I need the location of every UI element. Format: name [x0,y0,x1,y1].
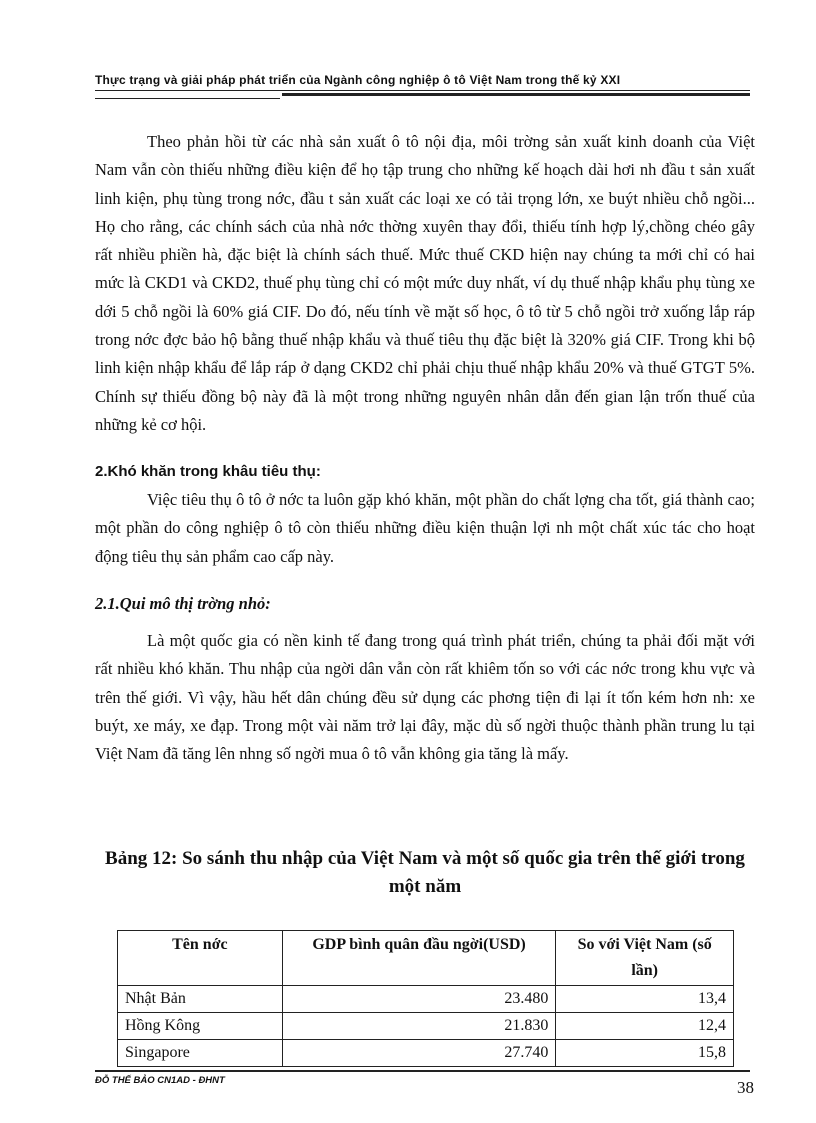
header-gdp: GDP bình quân đầu ngời(USD) [282,931,556,986]
running-header-title: Thực trạng và giải pháp phát triển của Ngành công nghiệp ô tô Việt Nam trong thế kỷ XXI [95,73,621,87]
section-heading: 2.Khó khăn trong khâu tiêu thụ: [95,463,321,480]
body-paragraph-1: Theo phản hồi từ các nhà sản xuất ô tô nội địa, môi trờng sản xuất kinh doanh của Việt Nam vẫn còn thiếu những điều kiện để họ tập trung cho những kế hoạch dài hơi nh đầu t sản xuất linh kiện, phụ tùng trong nớc, đầu t sản xuất các loại xe có tải trọng lớn, xe buýt nhiều chỗ ngồi... Họ cho rằng, các chính sách của nhà nớc thờng xuyên thay đổi, thiếu tính hợp lý,chồng chéo gây rất nhiều phiền hà, đặc biệt là chính sách thuế. Mức thuế CKD hiện nay chúng ta mới chỉ có hai mức là CKD1 và CKD2, thuế phụ tùng chỉ có một mức duy nhất, ví dụ thuế nhập khẩu phụ tùng xe dới 5 chỗ ngồi là 60% giá CIF. Do đó, nếu tính về mặt số học, ô tô từ 5 chỗ ngồi trở xuống lắp ráp trong nớc đợc bảo hộ bằng thuế nhập khẩu và thuế tiêu thụ đặc biệt là 320% giá CIF. Trong khi bộ linh kiện nhập khẩu để lắp ráp ở dạng CKD2 chỉ phải chịu thuế nhập khẩu 20% và thuế GTGT 5%. Chính sự thiếu đồng bộ này đã là một trong những nguyên nhân dẫn đến gian lận trốn thuế của những kẻ cơ hội. [95,132,755,434]
cell-ratio: 15,8 [556,1040,734,1067]
cell-gdp: 27.740 [282,1040,556,1067]
sub-heading: 2.1.Qui mô thị trờng nhỏ: [95,594,271,613]
table-row [118,986,734,1013]
table-header-row [118,931,734,986]
footer-author: ĐỖ THẾ BẢO CN1AD - ĐHNT [95,1075,225,1086]
page-number: 38 [737,1078,754,1097]
header-rule-short [95,98,280,99]
footer-rule [95,1070,750,1072]
header-country: Tên nớc [118,931,283,986]
cell-ratio: 13,4 [556,986,734,1013]
header-rule-thick [282,93,750,96]
cell-gdp: 23.480 [282,986,556,1013]
header-ratio: So với Việt Nam (số lần) [556,931,734,986]
header-rule-thin [95,90,750,91]
cell-gdp: 21.830 [282,1013,556,1040]
body-paragraph-3: Là một quốc gia có nền kinh tế đang trong quá trình phát triển, chúng ta phải đối mặt với rất nhiều khó khăn. Thu nhập của ngời dân vẫn còn rất khiêm tốn so với các nớc trong khu vực và trên thế giới. Vì vậy, hầu hết dân chúng đều sử dụng các phơng tiện đi lại ít tốn kém hơn nh: xe buýt, xe máy, xe đạp. Trong một vài năm trở lại đây, mặc dù số ngời thuộc thành phần trung lu tại Việt Nam đã tăng lên nhng số ngời mua ô tô vẫn không gia tăng là mấy. [95,631,755,764]
income-comparison-table [117,930,734,1067]
cell-country: Singapore [118,1040,283,1067]
body-paragraph-2: Việc tiêu thụ ô tô ở nớc ta luôn gặp khó khăn, một phần do chất lợng cha tốt, giá thành cao; một phần do công nghiệp ô tô còn thiếu những điều kiện thuận lợi nh một chất xúc tác cho hoạt động tiêu thụ sản phẩm cao cấp này. [95,490,755,566]
cell-country: Nhật Bản [118,986,283,1013]
cell-country: Hồng Kông [118,1013,283,1040]
table-row [118,1013,734,1040]
table-row [118,1040,734,1067]
cell-ratio: 12,4 [556,1013,734,1040]
table-title: Bảng 12: So sánh thu nhập của Việt Nam và một số quốc gia trên thế giới trong một năm [105,848,745,897]
